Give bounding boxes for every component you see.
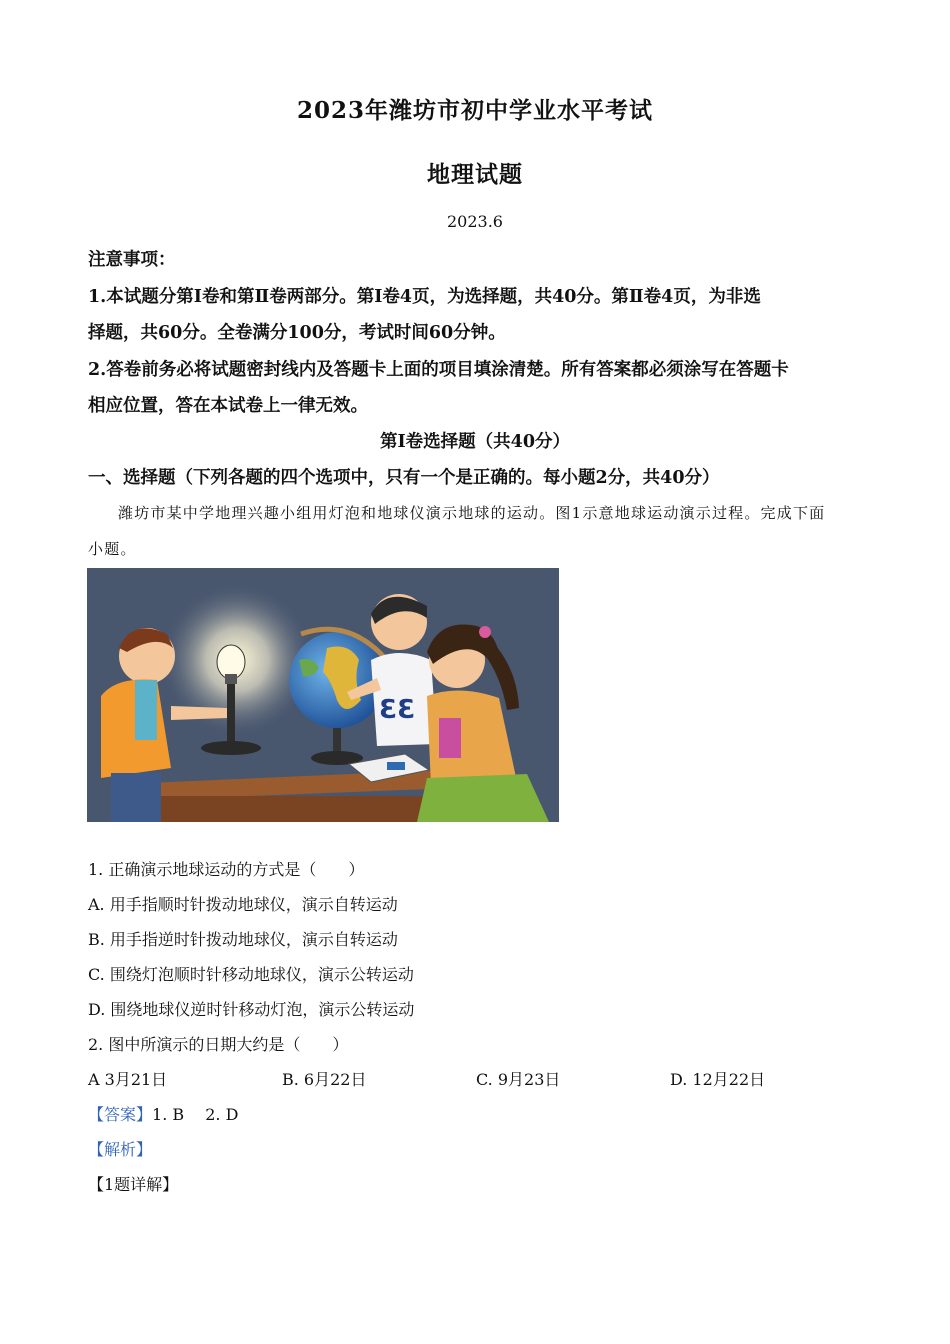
question1-option-b: B. 用手指逆时针拨动地球仪，演示自转运动 [88, 930, 398, 949]
answer-text: 1. B 2. D [152, 1105, 239, 1124]
question1-option-d: D. 围绕地球仪逆时针移动灯泡，演示公转运动 [88, 1000, 415, 1019]
question2-stem: 2. 图中所演示的日期大约是（ ） [88, 1035, 349, 1054]
part-title: 第Ⅰ卷选择题（共40分） [379, 432, 571, 452]
question1-option-c: C. 围绕灯泡顺时针移动地球仪，演示公转运动 [88, 965, 414, 984]
answer-tag: 【答案】 [88, 1105, 153, 1124]
answer-line [88, 1102, 238, 1125]
question2-option-d: D. 12月22日 [670, 1070, 766, 1089]
notice-item2-line2: 相应位置，答在本试卷上一律无效。 [88, 396, 368, 416]
notice-heading: 注意事项： [88, 250, 176, 270]
exam-date: 2023.6 [447, 212, 503, 231]
subject-title: 地理试题 [427, 161, 523, 188]
svg-text:33: 33 [378, 695, 415, 725]
section-heading: 一、选择题（下列各题的四个选项中，只有一个是正确的。每小题2分，共40分） [88, 468, 720, 488]
intro-line2: 小题。 [88, 540, 137, 558]
exam-title: 2023年潍坊市初中学业水平考试 [296, 97, 653, 124]
notice-item1-line2: 择题，共60分。全卷满分100分，考试时间60分钟。 [88, 323, 506, 343]
question2-option-a: A 3月21日 [88, 1070, 168, 1089]
analysis-detail: 【1题详解】 [88, 1175, 179, 1194]
analysis-tag: 【解析】 [88, 1140, 153, 1159]
notice-item2-line1: 2.答卷前务必将试题密封线内及答题卡上面的项目填涂清楚。所有答案都必须涂写在答题卡 [88, 360, 789, 380]
notice-item1-line1: 1.本试题分第Ⅰ卷和第Ⅱ卷两部分。第Ⅰ卷4页，为选择题，共40分。第Ⅱ卷4页，为非选 [88, 287, 761, 307]
question1-stem: 1. 正确演示地球运动的方式是（ ） [88, 860, 365, 879]
intro-line1: 潍坊市某中学地理兴趣小组用灯泡和地球仪演示地球的运动。图1示意地球运动演示过程。完成下面 [118, 504, 826, 522]
question2-option-c: C. 9月23日 [476, 1070, 561, 1089]
question1-option-a: A. 用手指顺时针拨动地球仪，演示自转运动 [88, 895, 398, 914]
earth-motion-illustration [87, 568, 559, 822]
question2-option-b: B. 6月22日 [282, 1070, 367, 1089]
